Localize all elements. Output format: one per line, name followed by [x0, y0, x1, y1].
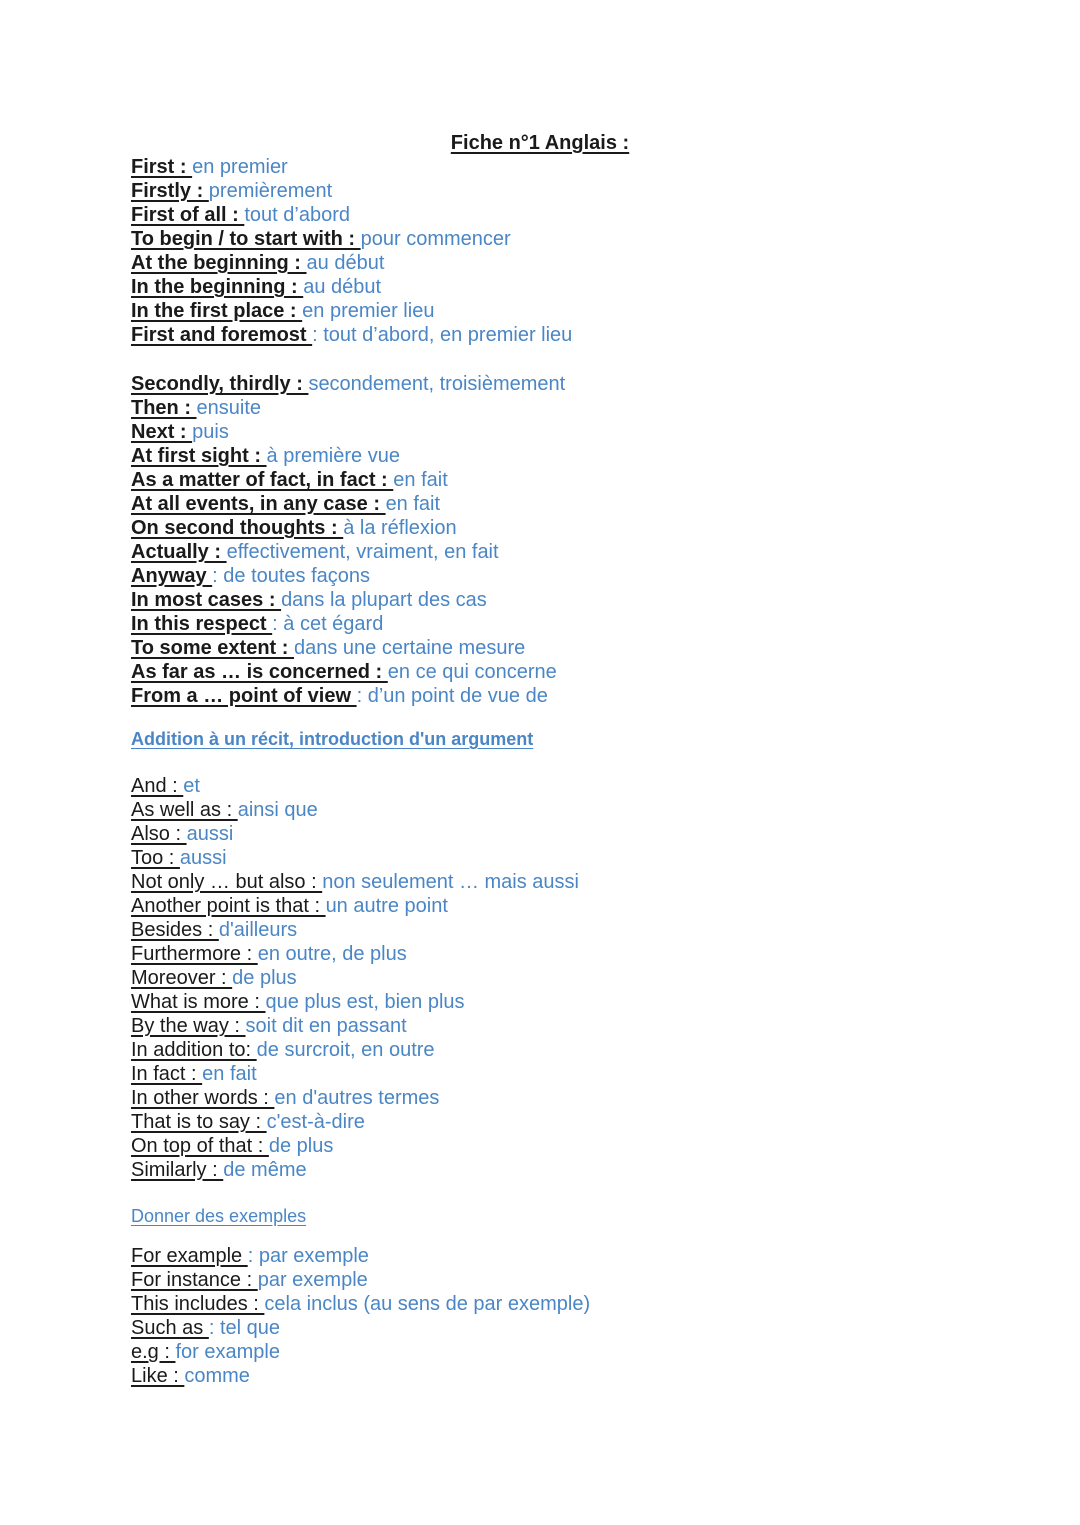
vocab-term: In addition to:	[131, 1039, 257, 1061]
vocab-term: That is to say :	[131, 1111, 267, 1133]
vocab-entry	[131, 684, 1031, 708]
vocab-entry	[131, 203, 1031, 227]
vocab-term: In fact :	[131, 1063, 203, 1085]
vocab-definition: que plus est, bien plus	[265, 991, 465, 1013]
vocab-term: To begin / to start with :	[131, 228, 361, 250]
vocab-definition: de même	[223, 1159, 307, 1181]
vocab-definition: effectivement, vraiment, en fait	[226, 541, 499, 563]
vocab-entry	[131, 636, 1031, 660]
vocab-entry	[131, 612, 1031, 636]
vocab-term: As far as … is concerned :	[131, 661, 388, 683]
vocab-term: In most cases :	[131, 589, 282, 611]
vocab-term: Too :	[131, 847, 180, 869]
vocab-definition: : de toutes façons	[212, 565, 371, 587]
vocab-definition: un autre point	[325, 895, 448, 917]
vocab-entry	[131, 323, 1031, 347]
vocab-entry	[131, 564, 1031, 588]
vocab-definition: : tel que	[208, 1317, 280, 1339]
vocab-definition: ainsi que	[237, 799, 318, 821]
vocab-definition: à la réflexion	[343, 517, 457, 539]
vocab-term: Besides :	[131, 919, 219, 941]
vocab-definition: en fait	[393, 469, 448, 491]
vocab-term: At first sight :	[131, 445, 267, 467]
vocab-definition: aussi	[186, 823, 234, 845]
vocab-entry	[131, 1110, 1031, 1134]
vocab-definition: dans une certaine mesure	[294, 637, 526, 659]
section-addition-list	[131, 774, 1031, 1182]
vocab-definition: tout d’abord	[244, 204, 350, 226]
vocab-entry	[131, 846, 1031, 870]
vocab-definition: aussi	[179, 847, 227, 869]
section-heading-addition: Addition à un récit, introduction d'un argument	[131, 729, 534, 749]
vocab-term: e.g :	[131, 1341, 176, 1363]
vocab-term: By the way :	[131, 1015, 246, 1037]
vocab-entry	[131, 468, 1031, 492]
vocab-definition: ensuite	[196, 397, 262, 419]
vocab-definition: : d’un point de vue de	[356, 685, 548, 707]
vocab-entry	[131, 660, 1031, 684]
vocab-term: Then :	[131, 397, 197, 419]
vocab-definition: en d'autres termes	[274, 1087, 440, 1109]
vocab-definition: premièrement	[208, 180, 333, 202]
vocab-term: At the beginning :	[131, 252, 307, 274]
vocab-definition: secondement, troisièmement	[308, 373, 566, 395]
vocab-entry	[131, 798, 1031, 822]
vocab-entry	[131, 444, 1031, 468]
vocab-term: For example	[131, 1245, 248, 1267]
vocab-term: Also :	[131, 823, 187, 845]
vocab-entry	[131, 299, 1031, 323]
vocab-term: In the first place :	[131, 300, 303, 322]
vocab-term: Actually :	[131, 541, 227, 563]
vocab-definition: comme	[184, 1365, 250, 1387]
vocab-definition: de surcroit, en outre	[256, 1039, 435, 1061]
vocab-term: Anyway	[131, 565, 213, 587]
vocab-entry	[131, 894, 1031, 918]
vocab-term: First and foremost	[131, 324, 313, 346]
vocab-term: Next :	[131, 421, 193, 443]
vocab-entry	[131, 179, 1031, 203]
vocab-definition: pour commencer	[360, 228, 511, 250]
vocab-term: Firstly :	[131, 180, 209, 202]
vocab-definition: soit dit en passant	[245, 1015, 407, 1037]
vocab-term: What is more :	[131, 991, 266, 1013]
vocab-definition: non seulement … mais aussi	[322, 871, 579, 893]
vocab-entry	[131, 516, 1031, 540]
vocab-definition: d'ailleurs	[218, 919, 298, 941]
section-heading-examples: Donner des exemples	[131, 1206, 307, 1226]
vocab-entry	[131, 227, 1031, 251]
vocab-definition: c'est-à-dire	[266, 1111, 365, 1133]
section-sequencing-next	[131, 372, 1031, 708]
vocab-term: To some extent :	[131, 637, 294, 659]
vocab-entry	[131, 372, 1031, 396]
vocab-term: And :	[131, 775, 184, 797]
vocab-term: As well as :	[131, 799, 238, 821]
vocab-definition: de plus	[232, 967, 297, 989]
vocab-entry	[131, 1062, 1031, 1086]
vocab-definition: en premier lieu	[302, 300, 435, 322]
vocab-entry	[131, 966, 1031, 990]
vocab-term: At all events, in any case :	[131, 493, 386, 515]
vocab-term: Such as	[131, 1317, 209, 1339]
vocab-term: On second thoughts :	[131, 517, 344, 539]
vocab-definition: au début	[303, 276, 382, 298]
vocab-term: On top of that :	[131, 1135, 269, 1157]
vocab-definition: : tout d’abord, en premier lieu	[312, 324, 573, 346]
vocab-definition: à première vue	[266, 445, 400, 467]
vocab-entry	[131, 588, 1031, 612]
vocab-definition: par exemple	[257, 1269, 368, 1291]
vocab-definition: en premier	[192, 156, 288, 178]
vocab-entry	[131, 1134, 1031, 1158]
page-title: Fiche n°1 Anglais :	[450, 132, 630, 154]
vocab-entry	[131, 1014, 1031, 1038]
vocab-definition: puis	[192, 421, 229, 443]
vocab-term: Secondly, thirdly :	[131, 373, 309, 395]
vocab-entry	[131, 1340, 1031, 1364]
vocab-term: Furthermore :	[131, 943, 258, 965]
vocab-entry	[131, 420, 1031, 444]
vocab-entry	[131, 1244, 1031, 1268]
vocab-definition: et	[183, 775, 200, 797]
vocab-term: From a … point of view	[131, 685, 357, 707]
vocab-term: For instance :	[131, 1269, 258, 1291]
vocab-definition: en fait	[202, 1063, 257, 1085]
vocab-entry	[131, 540, 1031, 564]
vocab-definition: au début	[306, 252, 385, 274]
vocab-term: As a matter of fact, in fact :	[131, 469, 394, 491]
vocab-definition: en fait	[385, 493, 441, 515]
vocab-entry	[131, 1038, 1031, 1062]
section-sequencing-first	[131, 155, 1031, 347]
vocab-definition: dans la plupart des cas	[281, 589, 487, 611]
vocab-term: Like :	[131, 1365, 185, 1387]
vocab-term: First of all :	[131, 204, 245, 226]
vocab-definition: : à cet égard	[272, 613, 384, 635]
vocab-entry	[131, 1364, 1031, 1388]
vocab-entry	[131, 1292, 1031, 1316]
vocab-term: In the beginning :	[131, 276, 304, 298]
vocab-definition: for example	[175, 1341, 280, 1363]
vocab-definition: cela inclus (au sens de par exemple)	[264, 1293, 591, 1315]
vocab-entry	[131, 251, 1031, 275]
vocab-entry	[131, 1086, 1031, 1110]
vocab-entry	[131, 1158, 1031, 1182]
vocab-definition: en outre, de plus	[257, 943, 407, 965]
vocab-term: This includes :	[131, 1293, 265, 1315]
vocab-entry	[131, 1268, 1031, 1292]
vocab-entry	[131, 870, 1031, 894]
vocab-entry	[131, 155, 1031, 179]
vocab-entry	[131, 1316, 1031, 1340]
vocab-term: Not only … but also :	[131, 871, 323, 893]
vocab-definition: de plus	[268, 1135, 334, 1157]
vocab-entry	[131, 492, 1031, 516]
section-examples-list	[131, 1244, 1031, 1388]
vocab-term: In this respect	[131, 613, 273, 635]
vocab-entry	[131, 942, 1031, 966]
vocab-entry	[131, 990, 1031, 1014]
vocab-definition: : par exemple	[247, 1245, 369, 1267]
vocab-entry	[131, 822, 1031, 846]
vocab-entry	[131, 396, 1031, 420]
vocab-term: Moreover :	[131, 967, 233, 989]
vocab-entry	[131, 918, 1031, 942]
vocab-term: Similarly :	[131, 1159, 224, 1181]
vocab-term: In other words :	[131, 1087, 275, 1109]
vocab-definition: en ce qui concerne	[387, 661, 557, 683]
vocab-entry	[131, 275, 1031, 299]
vocab-entry	[131, 774, 1031, 798]
vocab-term: Another point is that :	[131, 895, 326, 917]
vocab-term: First :	[131, 156, 193, 178]
